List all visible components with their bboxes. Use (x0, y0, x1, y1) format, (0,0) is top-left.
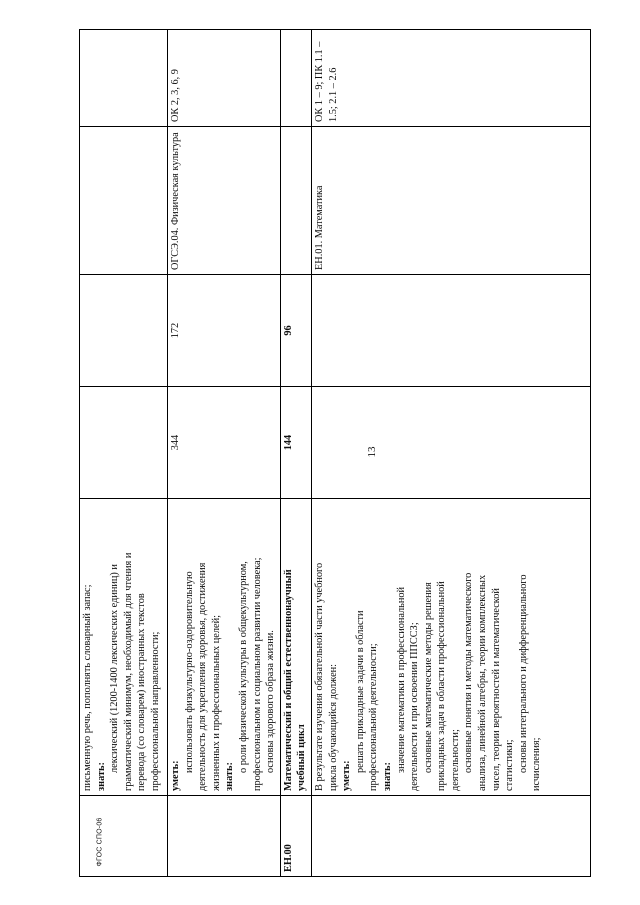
cell-content (80, 499, 168, 796)
content-line: письменную речь, пополнять словарный запас; (82, 584, 93, 791)
content-line: о роли физической культуры в общекультурном, (237, 561, 249, 773)
cell-content (280, 499, 311, 796)
cell-max-hours (80, 387, 168, 499)
content-line: жизненных и профессиональных целей; (210, 615, 222, 791)
cell-competencies: ОК 2, 3, 6, 9 (168, 30, 281, 127)
curriculum-table (79, 29, 591, 877)
content-line: знать: (224, 762, 236, 791)
content-line: использовать физкультурно-оздоровительную (183, 571, 195, 773)
table-body (80, 30, 591, 877)
content-line: основы здорового образа жизни. (265, 630, 277, 773)
content-line: анализа, линейной алгебры, теории комплексных (477, 574, 489, 791)
curriculum-table-wrapper (79, 30, 591, 877)
content-line: основные понятия и методы математического (463, 572, 475, 773)
content-line: деятельность для укрепления здоровья, достижения (197, 562, 209, 791)
content-line: значение математики в профессиональной (395, 586, 407, 773)
cell-hours (80, 275, 168, 387)
cell-hours (311, 275, 590, 387)
table-row (280, 30, 311, 877)
cell-max-hours (311, 387, 590, 499)
table-row (80, 30, 168, 877)
content-line: перевода (со словарем) иностранных текстов (136, 593, 148, 791)
cell-max-hours: 144 (280, 387, 311, 499)
cell-max-hours: 344 (168, 387, 281, 499)
page-number: 13 (366, 446, 378, 458)
content-line: Математический и общий естественнонаучный (282, 569, 294, 791)
content-line: уметь: (170, 760, 181, 791)
cell-code (311, 796, 590, 877)
cell-code: ЕН.00 (280, 796, 311, 877)
content-line: профессиональном и социальном развитии человека; (251, 557, 263, 791)
content-line: учебный цикл (296, 724, 308, 791)
content-line: основные математические методы решения (422, 582, 434, 773)
content-line: деятельности; (449, 729, 461, 791)
cell-hours: 172 (168, 275, 281, 387)
cell-content (311, 499, 590, 796)
cell-competencies: ОК 1 – 9; ПК 1.1 – 1.5; 2.1 – 2.6 (311, 30, 590, 127)
cell-discipline (80, 127, 168, 275)
cell-hours: 96 (280, 275, 311, 387)
content-line: статистики; (504, 739, 516, 791)
content-line: прикладных задач в области профессиональной (436, 581, 448, 791)
cell-discipline: ОГСЭ.04. Физическая культура (168, 127, 281, 275)
content-line: профессиональной деятельности; (368, 643, 380, 791)
content-line: цикла обучающийся должен: (327, 663, 339, 791)
content-line: знать: (95, 762, 107, 791)
content-line: деятельности и при освоении ППССЗ; (409, 622, 421, 791)
cell-competencies (80, 30, 168, 127)
content-line: чисел, теории вероятностей и математической (490, 588, 502, 791)
content-line: лексический (1200-1400 лексических единиц) и (109, 564, 121, 773)
cell-discipline (280, 127, 311, 275)
cell-competencies (280, 30, 311, 127)
content-line: уметь: (341, 760, 353, 791)
content-line: грамматический минимум, необходимый для чтения и (122, 552, 134, 791)
content-line: решать прикладные задачи в области (354, 610, 366, 773)
table-row (311, 30, 590, 877)
cell-content (168, 499, 281, 796)
document-footer: ФГОС СПО-06 (96, 817, 104, 867)
cell-code (168, 796, 281, 877)
content-line: профессиональной направленности; (149, 631, 161, 791)
content-line: знать: (381, 762, 393, 791)
content-line: основы интегрального и дифференциального (517, 574, 529, 773)
content-line: В результате изучения обязательной части учебного (313, 562, 325, 791)
cell-discipline: ЕН.01. Математика (311, 127, 590, 275)
content-line: исчисления; (531, 737, 543, 791)
cell-code (80, 796, 168, 877)
table-row (168, 30, 281, 877)
